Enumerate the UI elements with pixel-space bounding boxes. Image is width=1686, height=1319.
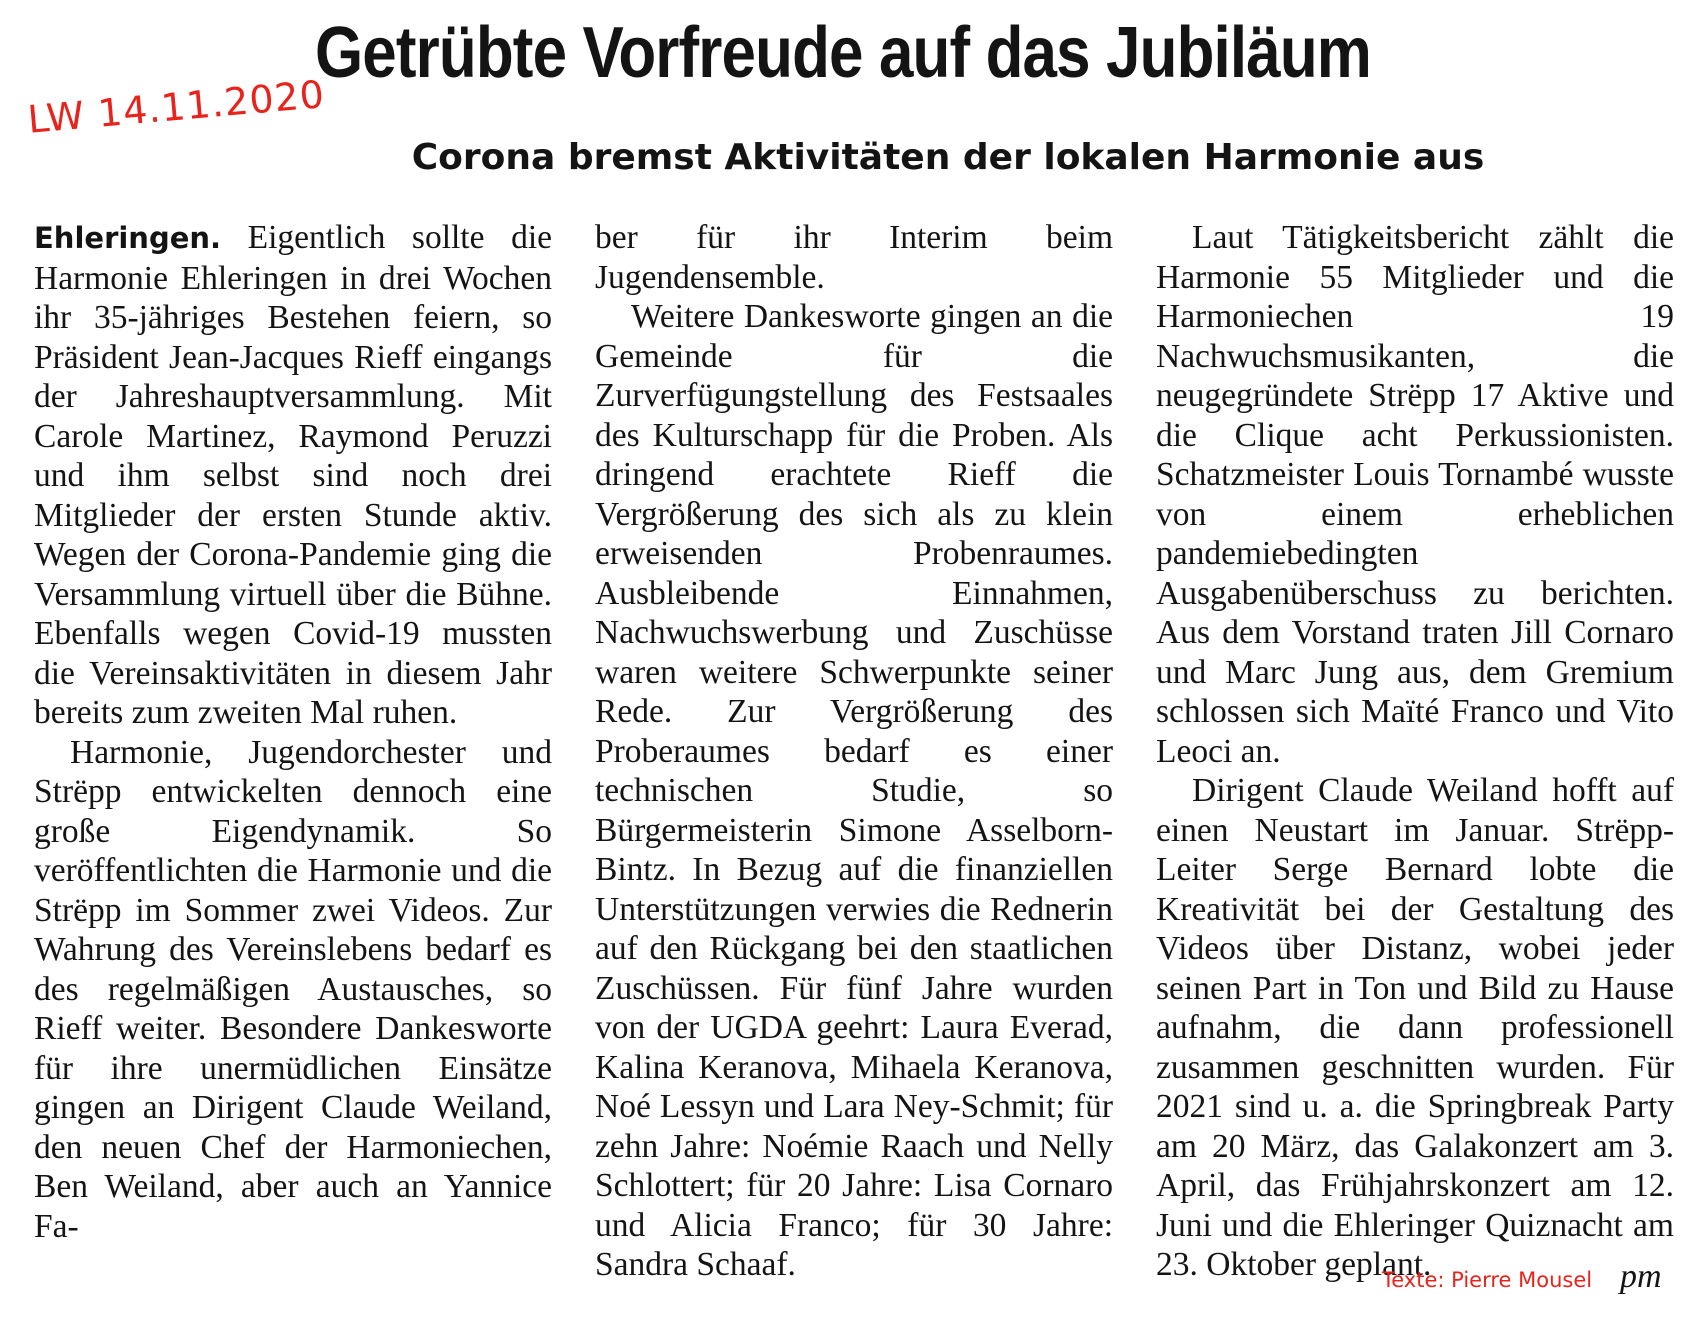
author-initials: pm <box>1620 1258 1662 1295</box>
headline: Getrübte Vorfreude auf das Jubiläum <box>315 13 1371 93</box>
column-1 <box>34 218 552 1246</box>
dateline: Ehleringen. <box>34 221 222 255</box>
paragraph: Harmonie, Jugendorchester und Strëpp entwickelten dennoch eine große Eigendynamik. So veröffentlichten die Harmonie und die Strëpp im Sommer zwei Videos. Zur Wahrung des Vereinslebens bedarf es des regelmäßigen Austausches, so Rieff weiter. Besondere Dankesworte für ihre unermüdlichen Einsätze gingen an Dirigent Claude Weiland, den neuen Chef der Harmoniechen, Ben Weiland, aber auch an Yannice Fa- <box>34 733 552 1245</box>
date-stamp: LW 14.11.2020 <box>26 72 327 142</box>
paragraph: Laut Tätigkeitsbericht zählt die Harmonie 55 Mitglieder und die Harmoniechen 19 Nachwuchsmusikanten, die neugegründete Strëpp 17 Aktive und die Clique acht Perkussionisten. Schatzmeister Louis Tornambé wusste von einem erheblichen pandemiebedingten Ausgabenüberschuss zu berichten. Aus dem Vorstand traten Jill Cornaro und Marc Jung aus, dem Gremium schlossen sich Maïté Franco und Vito Leoci an. <box>1156 219 1674 770</box>
paragraph: Dirigent Claude Weiland hofft auf einen Neustart im Januar. Strëpp-Leiter Serge Bernard lobte die Kreativität bei der Gestaltung des Videos über Distanz, wobei jeder seinen Part in Ton und Bild zu Hause aufnahm, die dann professionell zusammen geschnitten wurden. Für 2021 sind u. a. die Springbreak Party am 20 März, das Galakonzert am 3. April, das Frühjahrskonzert am 12. Juni und die Ehleringer Quiznacht am 23. Oktober geplant. <box>1156 772 1674 1283</box>
paragraph <box>34 218 552 733</box>
column-2 <box>595 218 1113 1285</box>
column-3 <box>1156 218 1674 1285</box>
paragraph-text: Eigentlich sollte die Harmonie Ehleringen in drei Wochen ihr 35-jähriges Bestehen feiern, so Präsident Jean-Jacques Rieff eingangs der Jahreshauptversammlung. Mit Carole Martinez, Raymond Peruzzi und ihm selbst sind noch drei Mitglieder der ersten Stunde aktiv. Wegen der Corona-Pandemie ging die Versammlung virtuell über die Bühne. Ebenfalls wegen Covid-19 mussten die Vereinsaktivitäten in diesem Jahr bereits zum zweiten Mal ruhen. <box>34 219 553 731</box>
subheadline: Corona bremst Aktivitäten der lokalen Harmonie aus <box>411 137 1485 178</box>
author-credit: Texte: Pierre Mousel <box>1382 1268 1593 1292</box>
paragraph: ber für ihr Interim beim Jugendensemble. <box>595 219 1113 296</box>
paragraph: Weitere Dankesworte gingen an die Gemeinde für die Zurverfügungstellung des Festsaales des Kulturschapp für die Proben. Als dringend erachtete Rieff die Vergrößerung des sich als zu klein erweisenden Probenraumes. Ausbleibende Einnahmen, Nachwuchswerbung und Zuschüsse waren weitere Schwerpunkte seiner Rede. Zur Vergrößerung des Proberaumes bedarf es einer technischen Studie, so Bürgermeisterin Simone Asselborn-Bintz. In Bezug auf die finanziellen Unterstützungen verwies die Rednerin auf den Rückgang bei den staatlichen Zuschüssen. Für fünf Jahre wurden von der UGDA geehrt: Laura Everad, Kalina Keranova, Mihaela Keranova, Noé Lessyn und Lara Ney-Schmit; für zehn Jahre: Noémie Raach und Nelly Schlottert; für 20 Jahre: Lisa Cornaro und Alicia Franco; für 30 Jahre: Sandra Schaaf. <box>595 298 1113 1283</box>
